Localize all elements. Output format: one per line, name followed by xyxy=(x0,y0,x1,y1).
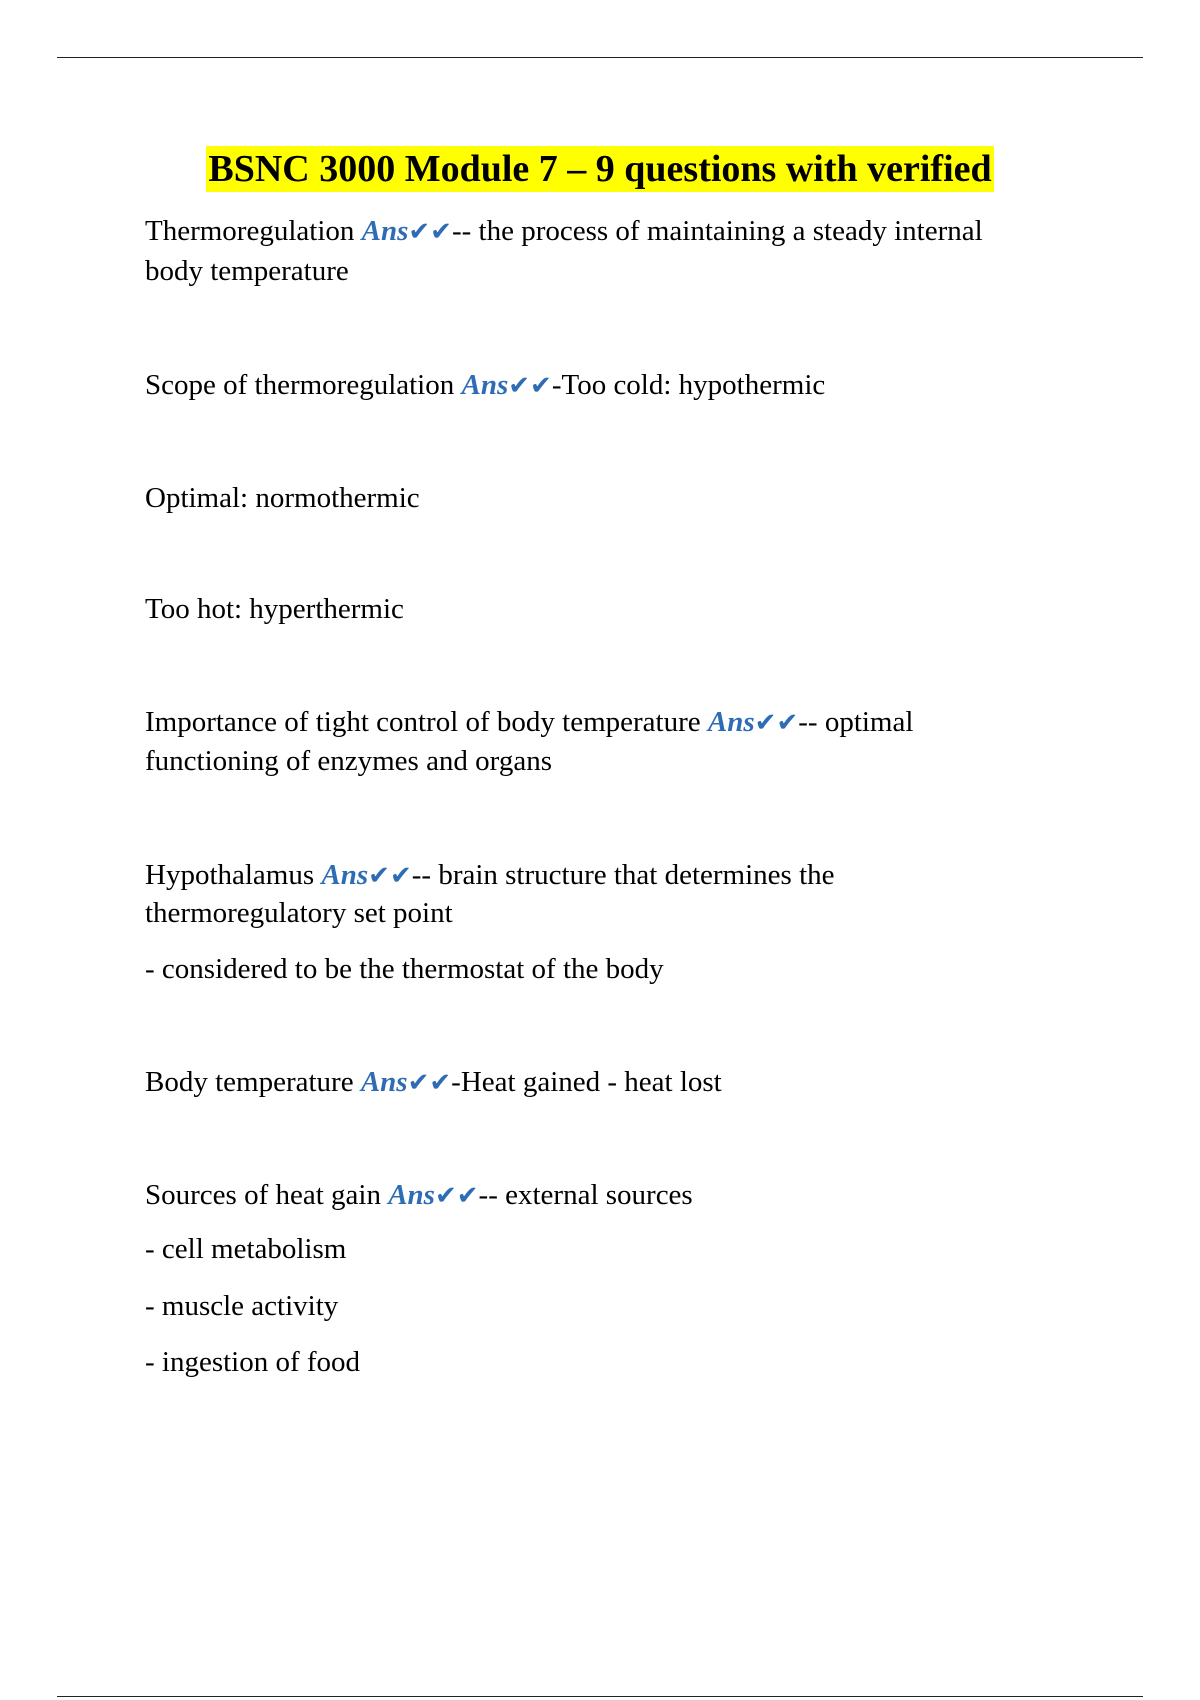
entry-term: Importance of tight control of body temperature xyxy=(145,706,701,738)
checkmark-icon: ✔✔ xyxy=(508,371,552,400)
entry-continuation: functioning of enzymes and organs xyxy=(145,745,552,777)
footer-rule xyxy=(57,1696,1143,1697)
header-rule xyxy=(57,57,1143,58)
entry-hypothalamus xyxy=(145,855,835,896)
answer-marker xyxy=(362,215,452,247)
entry-scope-of-thermoregulation xyxy=(145,365,825,406)
entry-term: Thermoregulation xyxy=(145,215,355,247)
entry-definition: -- brain structure that determines the xyxy=(411,859,835,891)
answer-label: Ans xyxy=(360,1066,408,1098)
entry-optimal: Optimal: normothermic xyxy=(145,482,420,514)
document-title: BSNC 3000 Module 7 – 9 questions with verified xyxy=(208,148,992,190)
entry-term: Hypothalamus xyxy=(145,859,315,891)
answer-label: Ans xyxy=(461,369,509,401)
title-block xyxy=(0,146,1200,192)
checkmark-icon: ✔✔ xyxy=(754,708,799,737)
entry-sources-of-heat-gain xyxy=(145,1175,693,1216)
entry-term: Body temperature xyxy=(145,1066,354,1098)
answer-label: Ans xyxy=(388,1179,435,1211)
checkmark-icon: ✔✔ xyxy=(408,217,452,246)
list-item: - ingestion of food xyxy=(145,1346,361,1378)
answer-marker xyxy=(361,1066,451,1098)
entry-term: Sources of heat gain xyxy=(145,1179,381,1211)
answer-label: Ans xyxy=(321,859,369,891)
checkmark-icon: ✔✔ xyxy=(368,861,412,890)
checkmark-icon: ✔✔ xyxy=(434,1181,479,1210)
entry-body-temperature xyxy=(145,1062,722,1103)
entry-continuation: thermoregulatory set point xyxy=(145,897,453,929)
entry-thermoregulation xyxy=(145,211,983,252)
entry-continuation: body temperature xyxy=(145,255,349,287)
entry-importance-of-control xyxy=(145,702,913,743)
answer-label: Ans xyxy=(361,215,409,247)
entry-definition: -- optimal xyxy=(798,706,914,738)
list-item: - muscle activity xyxy=(145,1290,339,1322)
entry-term: Scope of thermoregulation xyxy=(145,369,455,401)
list-item: - cell metabolism xyxy=(145,1233,347,1265)
answer-marker xyxy=(321,859,411,891)
answer-marker xyxy=(462,369,552,401)
entry-thermostat-note: - considered to be the thermostat of the body xyxy=(145,953,664,985)
answer-marker xyxy=(708,706,798,738)
entry-definition: -Heat gained - heat lost xyxy=(451,1066,722,1098)
checkmark-icon: ✔✔ xyxy=(407,1068,452,1097)
answer-label: Ans xyxy=(707,706,755,738)
entry-too-hot: Too hot: hyperthermic xyxy=(145,593,404,625)
answer-marker xyxy=(388,1179,478,1211)
entry-definition: -- the process of maintaining a steady internal xyxy=(451,215,983,247)
entry-definition: -Too cold: hypothermic xyxy=(551,369,826,401)
entry-definition: -- external sources xyxy=(478,1179,693,1211)
